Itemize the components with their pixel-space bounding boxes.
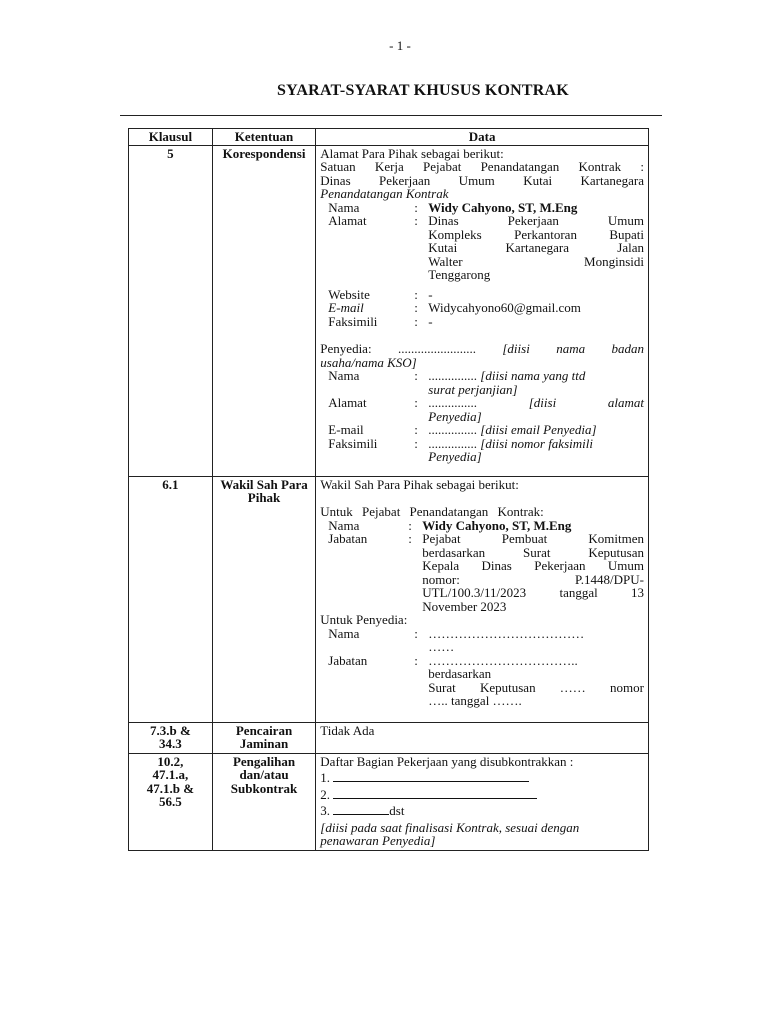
satker-line: Dinas Pekerjaan Umum Kutai Kartanegara (320, 172, 644, 188)
ketentuan-cell: Pengalihan dan/atau Subkontrak (212, 753, 316, 850)
title-underline (120, 115, 662, 116)
table-row (129, 476, 649, 722)
header-klausul: Klausul (129, 129, 213, 146)
fax-field: Faksimili : - (328, 313, 433, 329)
ketentuan-cell: Pencairan Jaminan (212, 722, 316, 753)
data-cell (316, 476, 649, 722)
satker-line: Penandatangan Kontrak (320, 186, 449, 201)
data-cell: Tidak Ada (316, 722, 649, 753)
klausul-cell: 5 (129, 145, 213, 476)
klausul-cell: 7.3.b & 34.3 (129, 722, 213, 753)
klausul-cell: 10.2, 47.1.a, 47.1.b & 56.5 (129, 753, 213, 850)
table-row (129, 145, 649, 476)
email-field: E-mail : Widycahyono60@gmail.com (328, 300, 581, 315)
alamat-field: Alamat : Dinas Pekerjaan Umum Kompleks Perkantoran Bupati Kutai Kartanegara Jalan Walter Monginsidi Tenggarong (328, 213, 644, 282)
header-data: Data (316, 129, 649, 146)
subcontract-item: 1. (320, 771, 644, 785)
penyedia-fax-field: Faksimili : ............... [diisi nomor faksimili Penyedia] (328, 435, 593, 464)
untuk-pejabat-line: Untuk Pejabat Penandatangan Kontrak: (320, 504, 544, 519)
penyedia-nama-field: Nama : ……………………………… …… (328, 625, 585, 654)
ketentuan-cell: Wakil Sah Para Pihak (212, 476, 316, 722)
jabatan-field: Jabatan : Pejabat Pembuat Komitmen berdasarkan Surat Keputusan Kepala Dinas Pekerjaan Umum nomor: P.1448/DPU- UTL/100.3/11/2023 tanggal 13 November 2023 (328, 531, 644, 614)
subcontract-item: 3. dst (320, 803, 405, 818)
note-line: [diisi pada saat finalisasi Kontrak, sesuai dengan (320, 819, 580, 835)
intro-text: Daftar Bagian Pekerjaan yang disubkontrakkan : (320, 753, 574, 769)
data-cell (316, 753, 649, 850)
table-row (129, 753, 649, 850)
nama-field: Nama : Widy Cahyono, ST, M.Eng (328, 517, 572, 533)
website-field: Website : - (328, 286, 433, 302)
penyedia-alamat-field: Alamat : ............... [diisi alamat Penyedia] (328, 395, 644, 424)
table-header-row (129, 129, 649, 146)
ketentuan-cell: Korespondensi (212, 145, 316, 476)
nama-field: Nama : Widy Cahyono, ST, M.Eng (328, 199, 578, 215)
penyedia-jabatan-field: Jabatan : …………………………….. berdasarkan Surat Keputusan …… nomor ….. tanggal ……. (328, 652, 644, 708)
table-row (129, 722, 649, 753)
subcontract-item: 2. (320, 788, 644, 802)
penyedia-line: usaha/nama KSO] (320, 354, 417, 370)
intro-text: Wakil Sah Para Pihak sebagai berikut: (320, 476, 519, 492)
klausul-cell: 6.1 (129, 476, 213, 722)
penyedia-line: Penyedia: ........................ [diisi nama badan (320, 341, 645, 356)
note-line: penawaran Penyedia] (320, 833, 436, 848)
penyedia-nama-field: Nama : ............... [diisi nama yang ttd surat perjanjian] (328, 368, 586, 397)
page-number: - 1 - (389, 38, 411, 53)
header-ketentuan: Ketentuan (212, 129, 316, 146)
intro-text: Alamat Para Pihak sebagai berikut: (320, 145, 504, 161)
data-cell (316, 145, 649, 476)
contract-terms-table (128, 128, 649, 851)
untuk-penyedia-line: Untuk Penyedia: (320, 612, 408, 627)
satker-line: Satuan Kerja Pejabat Penandatangan Kontrak : (320, 159, 644, 174)
penyedia-email-field: E-mail : ............... [diisi email Penyedia] (328, 422, 597, 437)
document-title: SYARAT-SYARAT KHUSUS KONTRAK (277, 82, 569, 99)
